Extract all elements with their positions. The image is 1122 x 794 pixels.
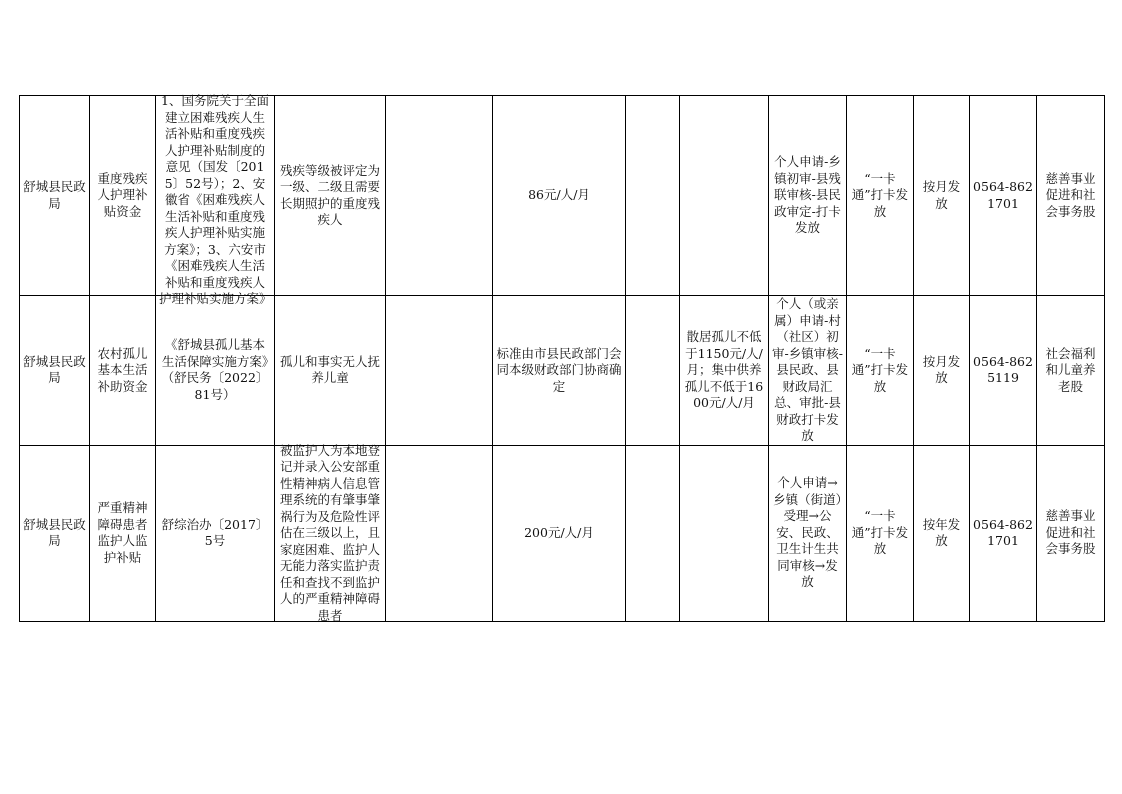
phone-cell: 0564-8625119: [970, 296, 1037, 446]
unit-cell: 慈善事业促进和社会事务股: [1037, 445, 1105, 621]
project-cell: 严重精神障碍患者监护人监护补贴: [90, 445, 156, 621]
standard-detail-cell: [680, 445, 769, 621]
standard-cell: 86元/人/月: [493, 96, 626, 296]
unit-cell: 慈善事业促进和社会事务股: [1037, 96, 1105, 296]
standard-detail-cell: [680, 96, 769, 296]
payment-method-cell: “一卡通”打卡发放: [847, 445, 914, 621]
unit-cell: 社会福利和儿童养老股: [1037, 296, 1105, 446]
payment-time-cell: 按月发放: [914, 96, 970, 296]
table-row: [20, 296, 1105, 446]
target-cell: 残疾等级被评定为一级、二级且需要长期照护的重度残疾人: [275, 96, 386, 296]
subsidy-table: [19, 95, 1105, 622]
process-cell: 个人申请-乡镇初审-县残联审核-县民政审定-打卡发放: [769, 96, 847, 296]
empty-cell: [386, 296, 493, 446]
dept-cell: 舒城县民政局: [20, 296, 90, 446]
policy-basis-text: 1、国务院关于全面建立困难残疾人生活补贴和重度残疾人护理补贴制度的意见（国发〔2015〕52号）；2、安徽省《困难残疾人生活补贴和重度残疾人护理补贴实施方案》；3、六安市《困难残疾人生活补贴和重度残疾人护理补贴实施方案》: [159, 93, 272, 306]
payment-time-cell: 按年发放: [914, 445, 970, 621]
dept-cell: 舒城县民政局: [20, 96, 90, 296]
payment-method-cell: “一卡通”打卡发放: [847, 96, 914, 296]
empty-cell: [626, 296, 680, 446]
empty-cell: [626, 445, 680, 621]
project-cell: 重度残疾人护理补贴资金: [90, 96, 156, 296]
policy-basis-cell: 《舒城县孤儿基本生活保障实施方案》（舒民务〔2022〕81号）: [156, 296, 275, 446]
project-cell: 农村孤儿基本生活补助资金: [90, 296, 156, 446]
policy-basis-cell: [156, 93, 275, 306]
process-cell: 个人申请→乡镇（街道）受理→公安、民政、卫生计生共同审核→发放: [769, 445, 847, 621]
payment-time-cell: 按月发放: [914, 296, 970, 446]
standard-cell: 标准由市县民政部门会同本级财政部门协商确定: [493, 296, 626, 446]
target-cell: 孤儿和事实无人抚养儿童: [275, 296, 386, 446]
dept-cell: 舒城县民政局: [20, 445, 90, 621]
phone-cell: 0564-8621701: [970, 445, 1037, 621]
empty-cell: [386, 96, 493, 296]
table-row: [20, 96, 1105, 296]
empty-cell: [386, 445, 493, 621]
table-row: [20, 445, 1105, 621]
target-cell: [275, 442, 386, 623]
policy-basis-cell: 舒综治办〔2017〕5号: [156, 445, 275, 621]
target-text: 被监护人为本地登记并录入公安部重性精神病人信息管理系统的有肇事肇祸行为及危险性评估在三级以上，且家庭困难、监护人无能力落实监护责任和查找不到监护人的严重精神障碍患者: [279, 442, 380, 623]
standard-cell: 200元/人/月: [493, 445, 626, 621]
payment-method-cell: “一卡通”打卡发放: [847, 296, 914, 446]
phone-cell: 0564-8621701: [970, 96, 1037, 296]
standard-detail-cell: 散居孤儿不低于1150元/人/月；集中供养孤儿不低于1600元/人/月: [680, 296, 769, 446]
process-cell: 个人（或亲属）申请-村（社区）初审-乡镇审核-县民政、县财政局汇总、审批-县财政打卡发放: [769, 296, 847, 446]
empty-cell: [626, 96, 680, 296]
